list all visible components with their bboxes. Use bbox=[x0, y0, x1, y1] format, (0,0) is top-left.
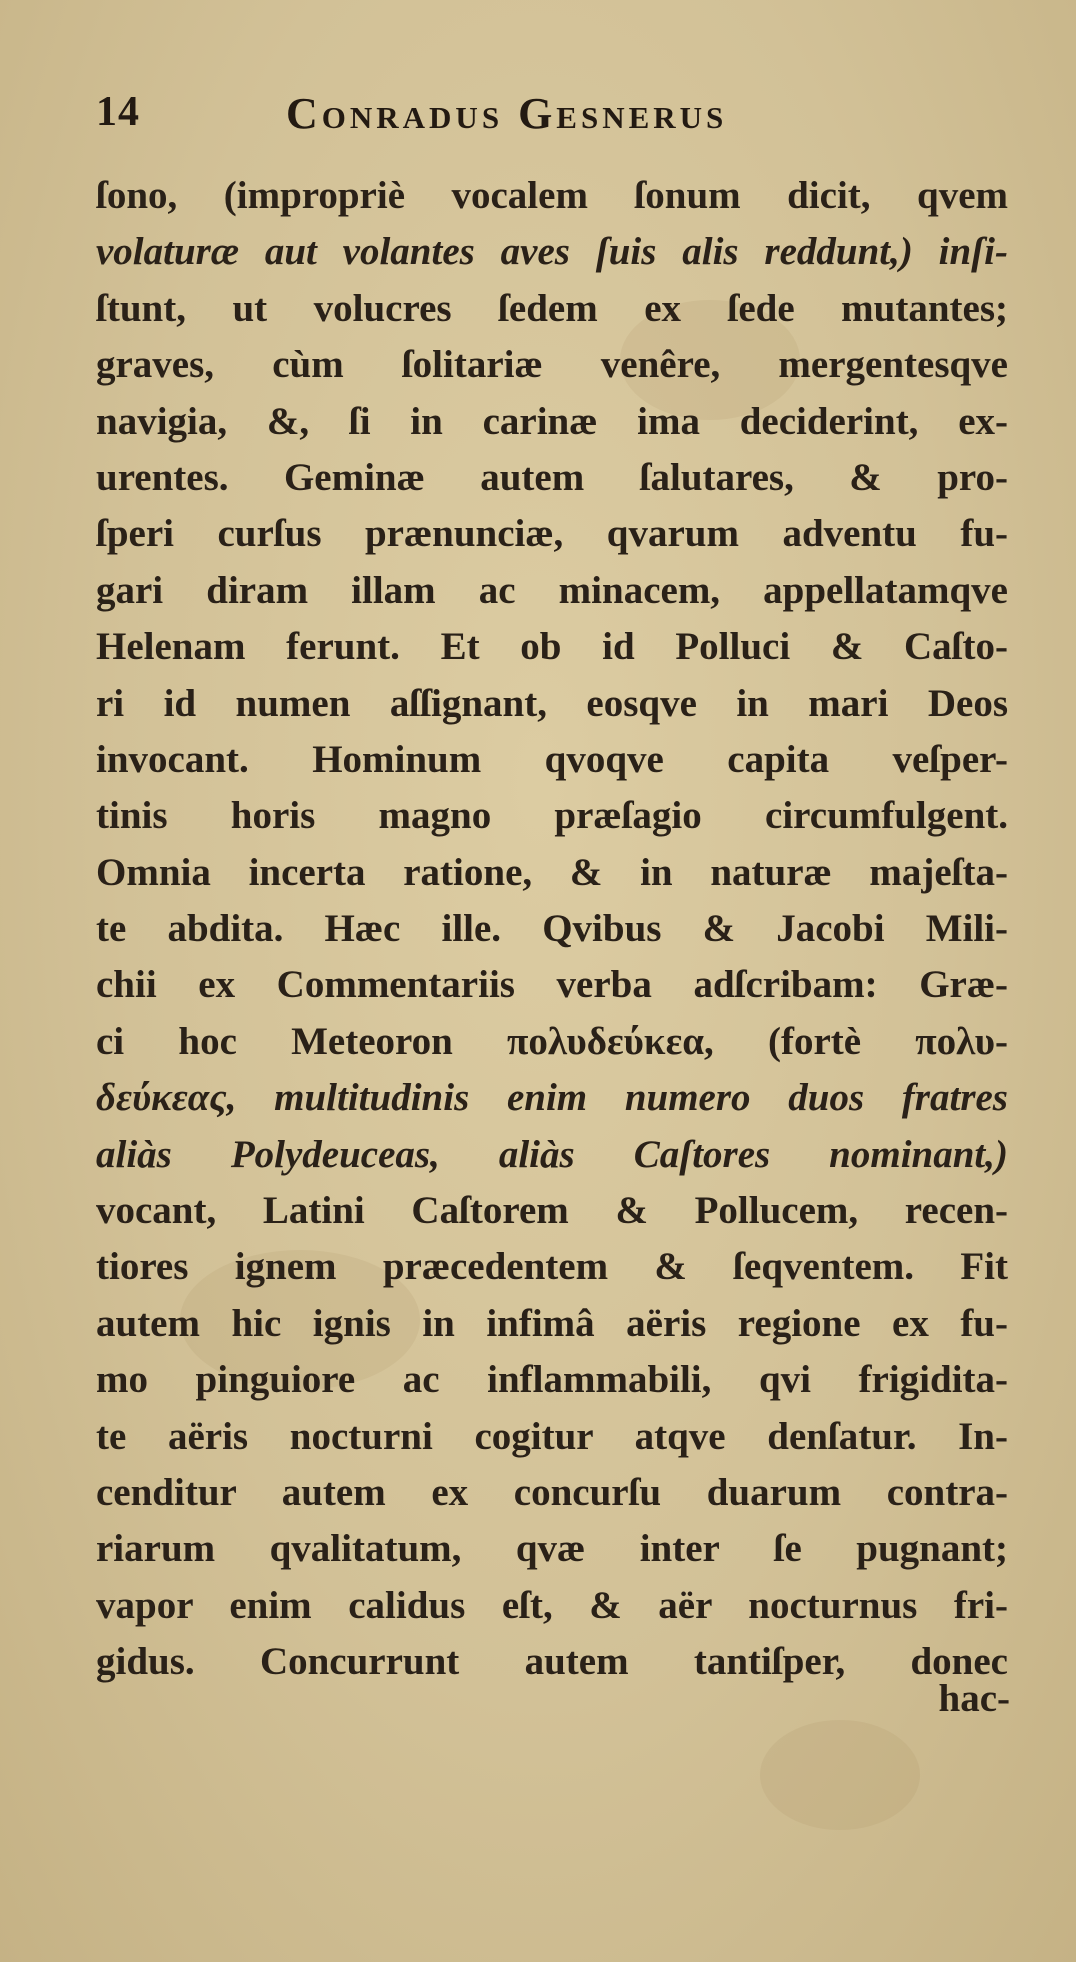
text-line: volaturæ aut volantes aves ſuis alis reddunt,) inſi- bbox=[96, 230, 1008, 274]
text-line: ci hoc Meteoron πολυδεύκεα, (fortè πολυ- bbox=[96, 1019, 1008, 1063]
text-line: graves, cùm ſolitariæ venêre, mergentesqve bbox=[96, 343, 1008, 387]
text-line: Omnia incerta ratione, & in naturæ majeſta- bbox=[96, 850, 1008, 894]
text-line: vapor enim calidus eſt, & aër nocturnus fri- bbox=[96, 1583, 1008, 1627]
text-line: ri id numen aſſignant, eosqve in mari Deos bbox=[96, 681, 1008, 725]
paper-stain bbox=[760, 1720, 920, 1830]
text-line: te abdita. Hæc ille. Qvibus & Jacobi Mili- bbox=[96, 907, 1008, 951]
text-line: tiores ignem præcedentem & ſeqventem. Fit bbox=[96, 1245, 1008, 1289]
body-text bbox=[96, 168, 1008, 1691]
text-line: aliàs Polydeuceas, aliàs Caſtores nominant,) bbox=[96, 1132, 1008, 1176]
text-line: Helenam ferunt. Et ob id Polluci & Caſto- bbox=[96, 625, 1008, 669]
text-line: gidus. Concurrunt autem tantiſper, donec bbox=[96, 1640, 1008, 1684]
text-line: ſperi curſus prænunciæ, qvarum adventu fu- bbox=[96, 512, 1008, 556]
page-header bbox=[96, 88, 980, 148]
text-line: vocant, Latini Caſtorem & Pollucem, recen- bbox=[96, 1189, 1008, 1233]
text-line: ſono, (impropriè vocalem ſonum dicit, qvem bbox=[96, 174, 1008, 217]
text-line: tinis horis magno præſagio circumfulgent. bbox=[96, 794, 1008, 838]
text-line: riarum qvalitatum, qvæ inter ſe pugnant; bbox=[96, 1527, 1008, 1571]
text-line: cenditur autem ex concurſu duarum contra- bbox=[96, 1470, 1008, 1514]
text-line: ſtunt, ut volucres ſedem ex ſede mutantes; bbox=[96, 286, 1008, 330]
text-line: chii ex Commentariis verba adſcribam: Græ- bbox=[96, 963, 1008, 1007]
text-line: urentes. Geminæ autem ſalutares, & pro- bbox=[96, 455, 1008, 499]
text-line: navigia, &, ſi in carinæ ima deciderint, ex- bbox=[96, 399, 1008, 443]
text-line: δεύκεας, multitudinis enim numero duos fratres bbox=[96, 1076, 1008, 1120]
text-line: te aëris nocturni cogitur atqve denſatur. In- bbox=[96, 1414, 1008, 1458]
text-line: invocant. Hominum qvoqve capita veſper- bbox=[96, 737, 1008, 781]
text-line: gari diram illam ac minacem, appellatamqve bbox=[96, 568, 1008, 612]
page-number: 14 bbox=[96, 89, 140, 135]
catchword: hac- bbox=[938, 1677, 1010, 1720]
running-head: Conradus Gesnerus bbox=[286, 89, 728, 138]
text-line: autem hic ignis in infimâ aëris regione ex fu- bbox=[96, 1301, 1008, 1345]
text-line: mo pinguiore ac inflammabili, qvi frigidita- bbox=[96, 1358, 1008, 1402]
